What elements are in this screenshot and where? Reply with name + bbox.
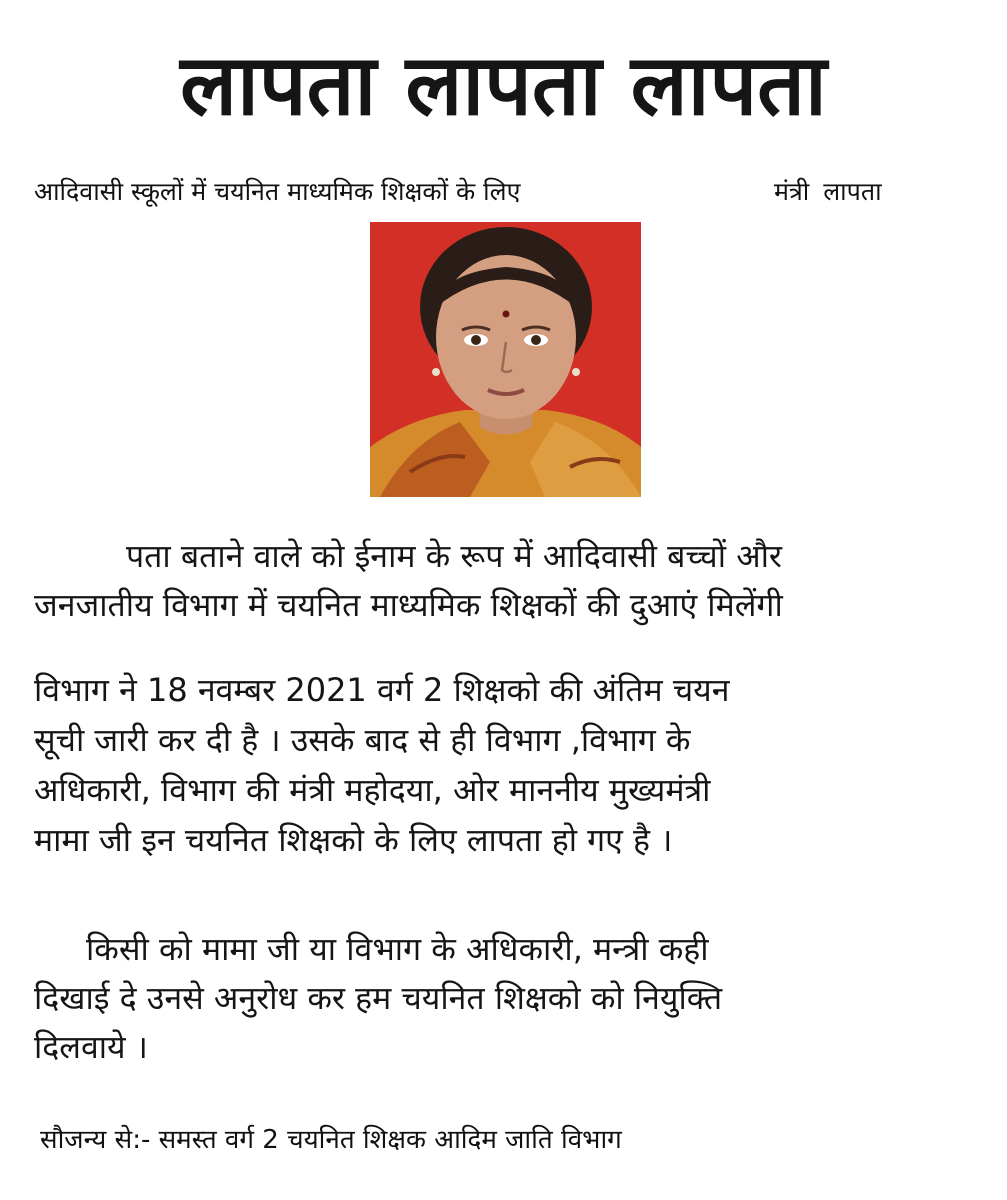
text-line: सूची जारी कर दी है । उसके बाद से ही विभाग ,विभाग के — [34, 721, 691, 759]
portrait-photo — [370, 222, 641, 497]
page-title: लापता लापता लापता — [180, 36, 827, 134]
text-line: किसी को मामा जी या विभाग के अधिकारी, मन्त्री कही — [86, 930, 709, 968]
credit-line: सौजन्य से:- समस्त वर्ग 2 चयनित शिक्षक आदिम जाति विभाग — [40, 1125, 622, 1155]
minister-label: मंत्री — [774, 177, 810, 206]
details-paragraph — [34, 665, 729, 865]
text-line: दिलवाये । — [34, 1028, 148, 1066]
text-line: जनजातीय विभाग में चयनित माध्यमिक शिक्षकों की दुआएं मिलेंगी — [34, 586, 783, 624]
portrait-image — [370, 222, 641, 497]
request-paragraph — [34, 925, 722, 1072]
text-line: पता बताने वाले को ईनाम के रूप में आदिवासी बच्चों और — [126, 537, 783, 575]
missing-label: लापता — [823, 177, 882, 206]
subtitle-right — [774, 172, 882, 212]
subtitle: आदिवासी स्कूलों में चयनित माध्यमिक शिक्षकों के लिए — [34, 177, 521, 206]
reward-paragraph — [34, 532, 783, 630]
text-line: अधिकारी, विभाग की मंत्री महोदया, ओर माननीय मुख्यमंत्री — [34, 771, 711, 809]
text-line: दिखाई दे उनसे अनुरोध कर हम चयनित शिक्षको को नियुक्ति — [34, 979, 723, 1017]
text-line: मामा जी इन चयनित शिक्षको के लिए लापता हो गए है । — [34, 821, 673, 859]
text-line: विभाग ने 18 नवम्बर 2021 वर्ग 2 शिक्षको की अंतिम चयन — [34, 671, 730, 709]
